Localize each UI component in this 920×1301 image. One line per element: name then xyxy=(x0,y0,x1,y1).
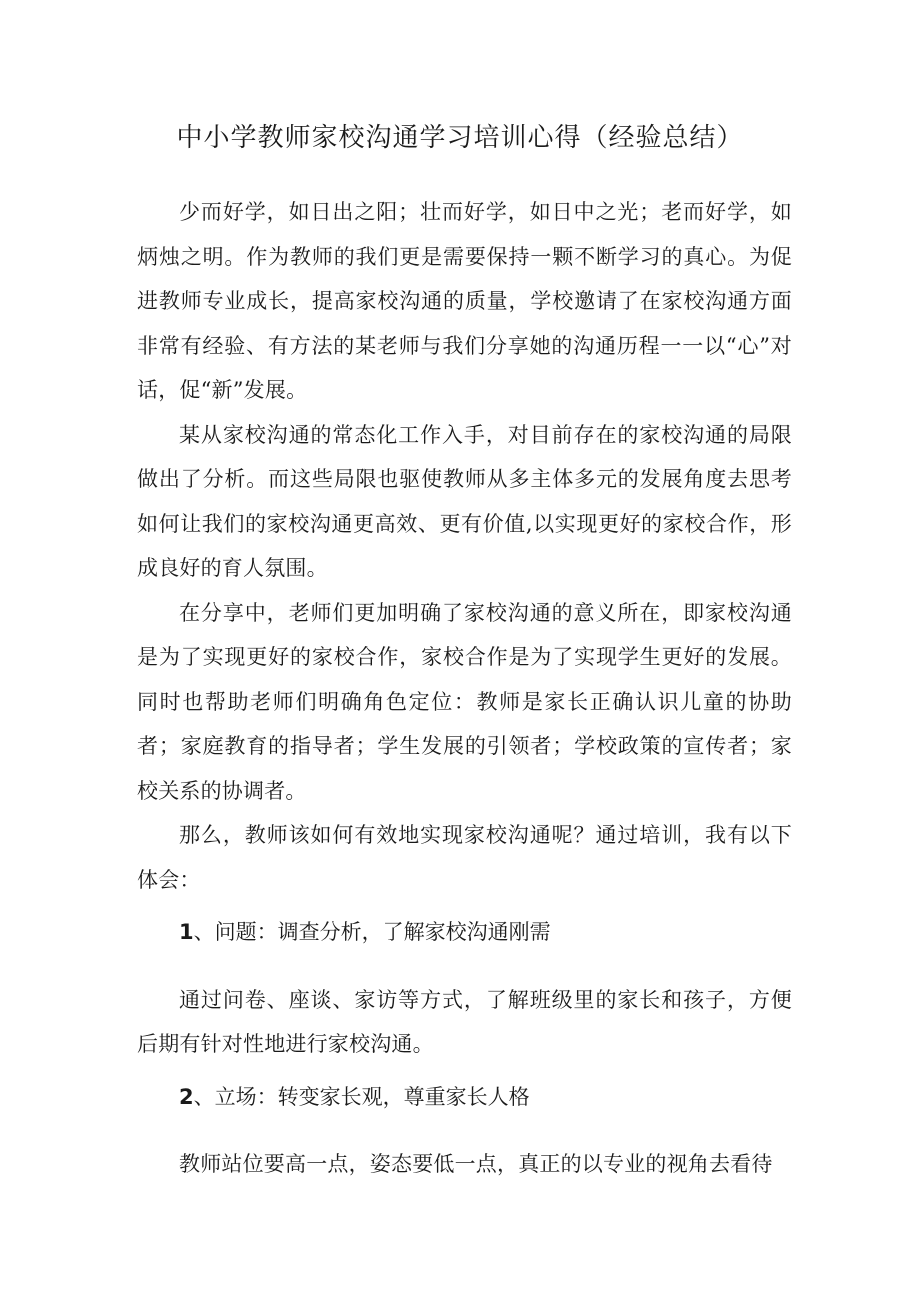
section-heading-text-1: 、问题：调查分析，了解家校沟通刚需 xyxy=(193,920,551,944)
paragraph-4: 那么，教师该如何有效地实现家校沟通呢？通过培训，我有以下体会： xyxy=(137,823,792,892)
section-number-1: 1 xyxy=(179,920,194,944)
section-text-1: 通过问卷、座谈、家访等方式，了解班级里的家长和孩子，方便后期有针对性地进行家校沟通。 xyxy=(137,987,792,1056)
document-title: 中小学教师家校沟通学习培训心得（经验总结） xyxy=(176,123,744,153)
document-body xyxy=(137,190,792,1187)
paragraph-2: 某从家校沟通的常态化工作入手，对目前存在的家校沟通的局限做出了分析。而这些局限也驱使教师从多主体多元的发展角度去思考如何让我们的家校沟通更高效、更有价值,以实现更好的家校合作，形成良好的育人氛围。 xyxy=(137,422,792,580)
section-heading-text-2: 、立场：转变家长观，尊重家长人格 xyxy=(193,1084,530,1109)
section-text-2: 教师站位要高一点，姿态要低一点，真正的以专业的视角去看待 xyxy=(179,1152,773,1176)
paragraph-3: 在分享中，老师们更加明确了家校沟通的意义所在，即家校沟通是为了实现更好的家校合作，家校合作是为了实现学生更好的发展。同时也帮助老师们明确角色定位：教师是家长正确认识儿童的协助者；家庭教育的指导者；学生发展的引领者；学校政策的宣传者；家校关系的协调者。 xyxy=(137,600,792,803)
section-heading-1 xyxy=(137,910,792,955)
section-number-2: 2 xyxy=(179,1084,194,1109)
section-heading-2 xyxy=(137,1075,792,1120)
paragraph-1: 少而好学，如日出之阳；壮而好学，如日中之光；老而好学，如炳烛之明。作为教师的我们更是需要保持一颗不断学习的真心。为促进教师专业成长，提高家校沟通的质量，学校邀请了在家校沟通方面非常有经验、有方法的某老师与我们分享她的沟通历程一一以“心”对话，促“新”发展。 xyxy=(137,200,792,402)
